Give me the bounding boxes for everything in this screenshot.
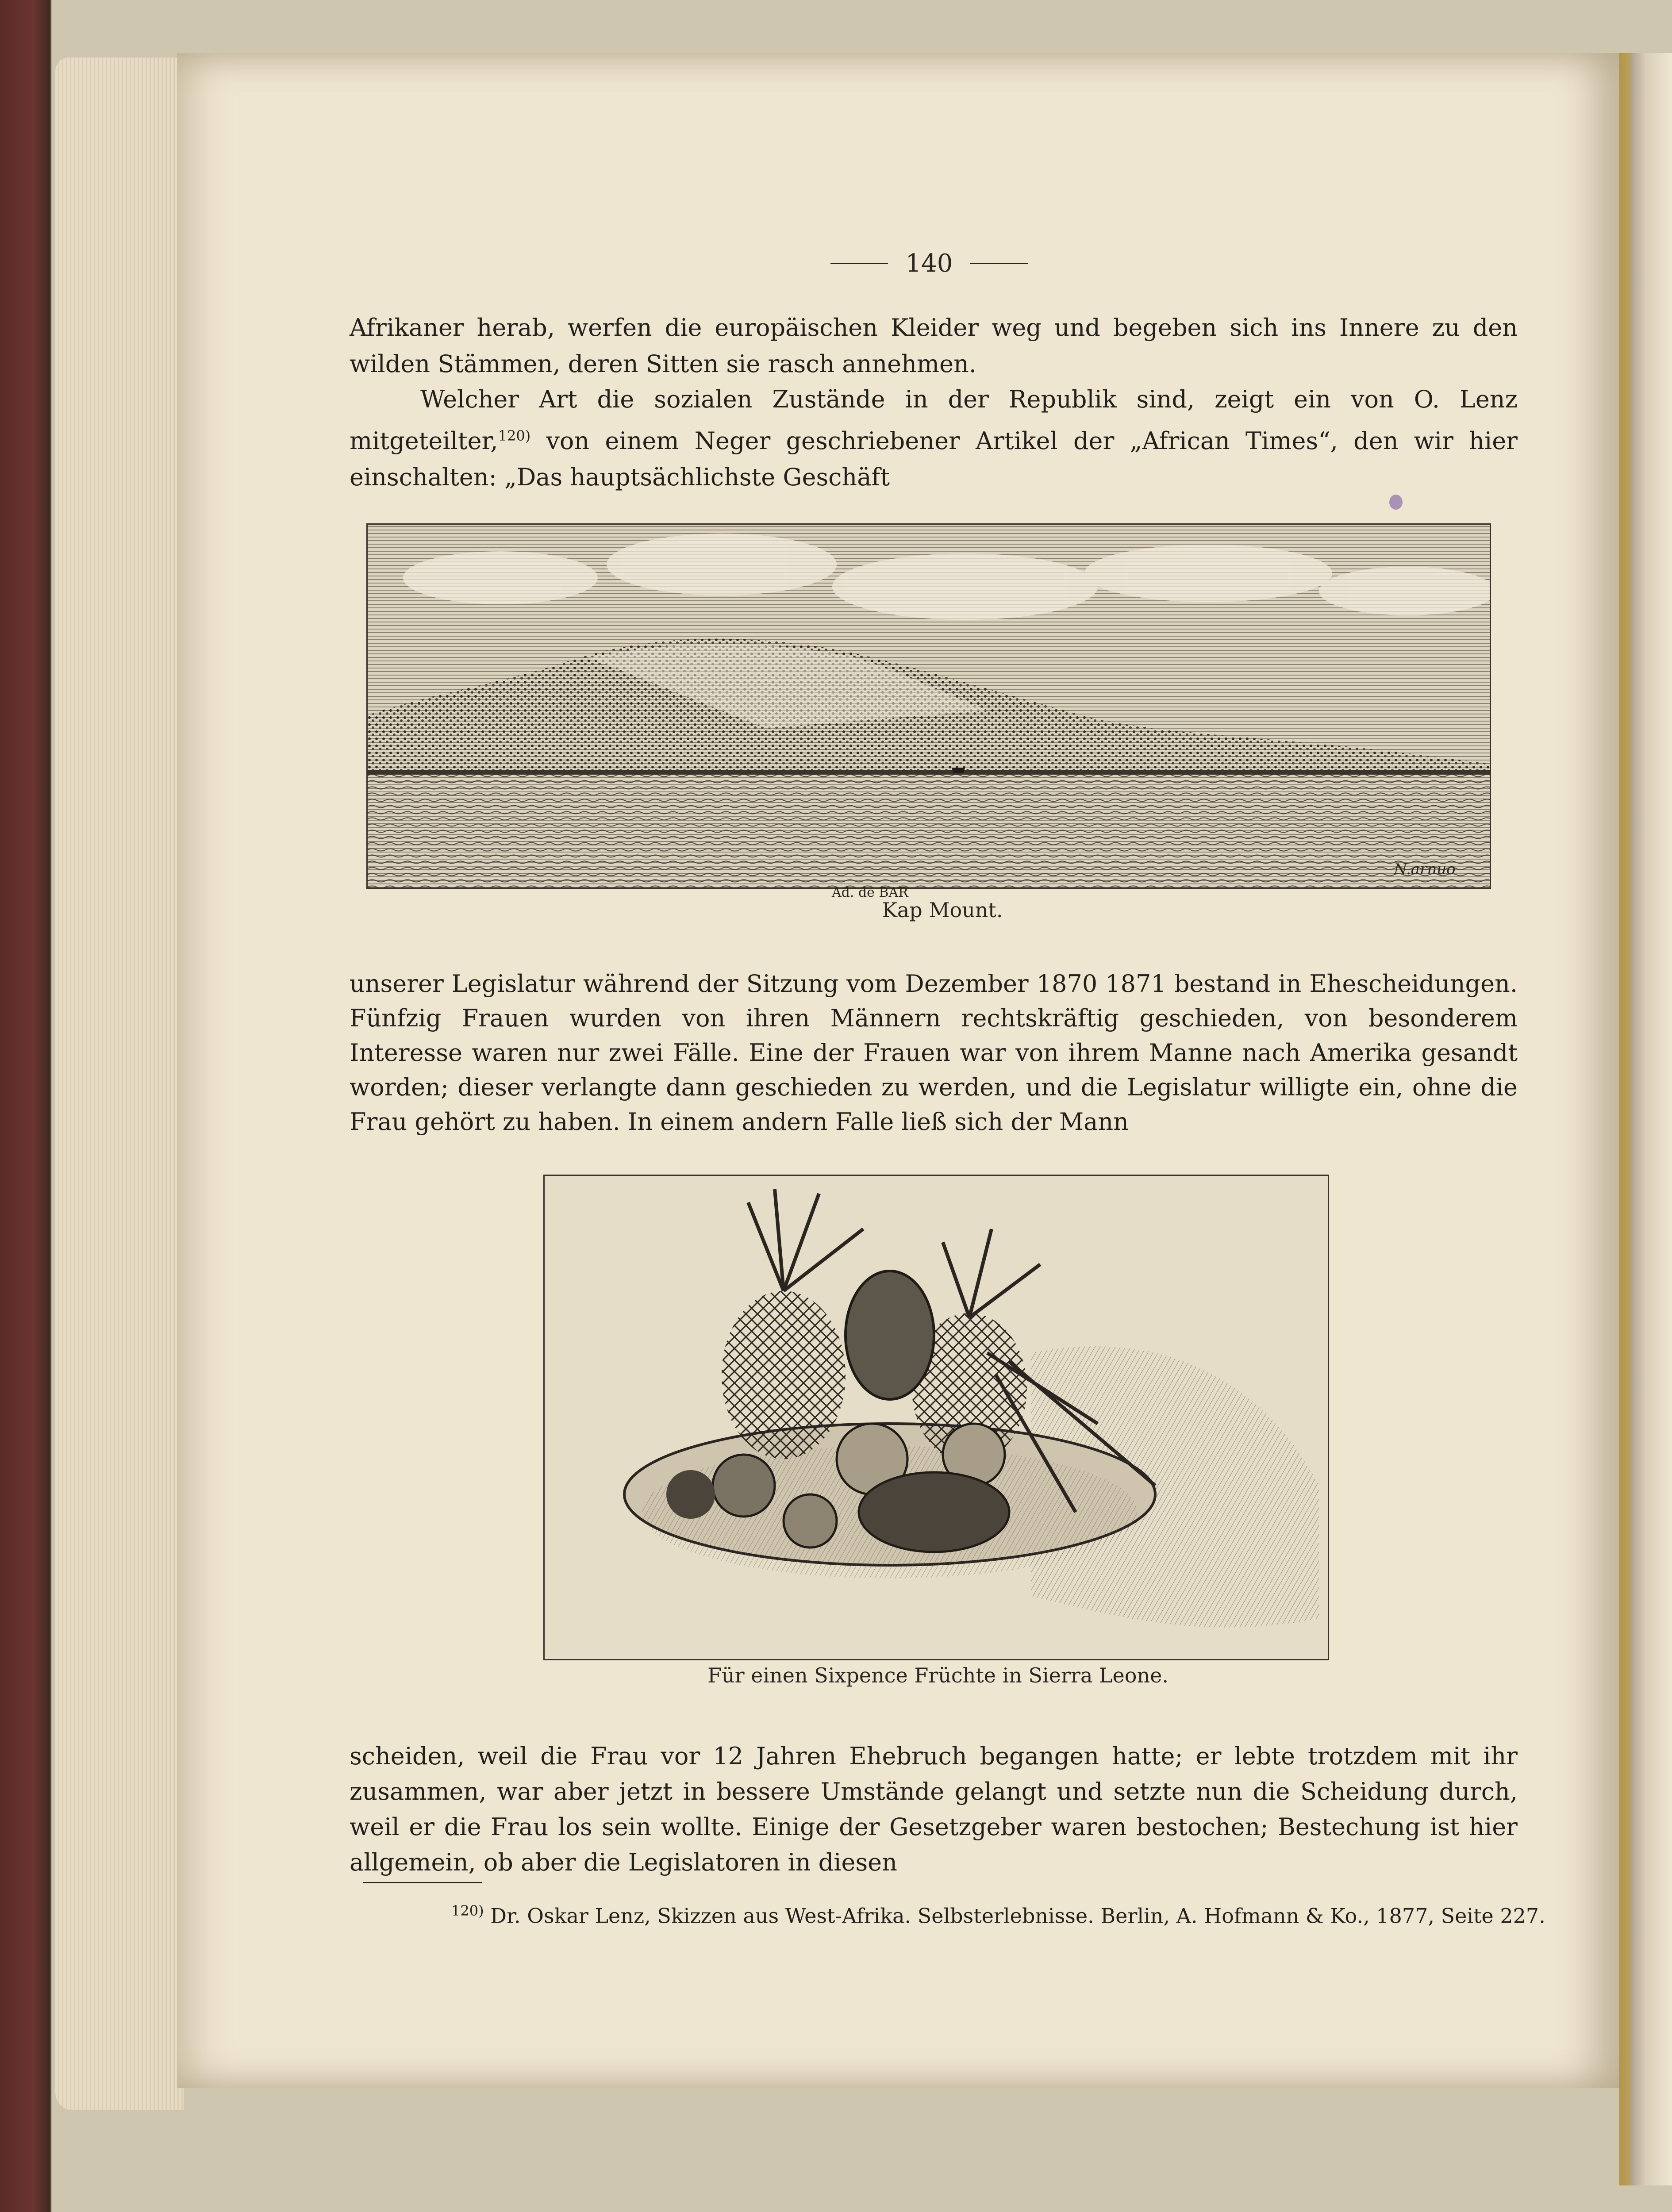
paragraph-2-text-b: von einem Neger geschriebener Artikel der „African Times“, den wir hier einschalten: „Das hauptsächlichste Geschäft (350, 427, 1518, 491)
paragraph-4: scheiden, weil die Frau vor 12 Jahren Ehebruch begangen hatte; er lebte trotzdem mit ihr zusammen, war aber jetzt in bessere Umstände gelangt und setzte nun die Scheidung durch, weil er die Frau los sein wollte. Einige der Gesetzgeber waren bestochen; Bestechung ist hier allgemein, ob aber die Legislatoren in diesen (350, 1742, 1518, 1876)
figure-kap-mount (366, 523, 1491, 889)
fig2-caption: Für einen Sixpence Früchte in Sierra Leone. (707, 1663, 1168, 1687)
ink-spot (1389, 495, 1403, 510)
page-number-text: 140 (905, 249, 953, 278)
paragraph-1: Afrikaner herab, werfen die europäischen Kleider weg und begeben sich ins Innere zu den wilden Stämmen, deren Sitten sie rasch annehmen. (350, 314, 1518, 378)
fruit-bowl-engraving (545, 1176, 1328, 1659)
fig1-signature-left: Ad. de BAR (832, 885, 908, 900)
footnote-text: Dr. Oskar Lenz, Skizzen aus West-Afrika. Selbsterlebnisse. Berlin, A. Hofmann & Ko., 1877, Seite 227. (484, 1904, 1545, 1928)
fig1-signature-right: N.arnuo (1394, 860, 1456, 878)
fig1-caption: Kap Mount. (882, 898, 1003, 922)
footnote-rule (363, 1882, 482, 1883)
page-stack (55, 58, 184, 2110)
footnote (451, 1902, 1545, 1928)
page-number (823, 248, 1035, 279)
figure-fruit-bowl (543, 1175, 1329, 1660)
footnote-ref: 120) (498, 427, 531, 444)
footnote-marker: 120) (451, 1902, 484, 1919)
paragraph-2 (350, 381, 1518, 495)
paragraph-2-text-a: Welcher Art die sozialen Zustände in der Republik sind, zeigt ein von O. Lenz mitgeteilter, (350, 385, 1518, 455)
paragraph-3: unserer Legislatur während der Sitzung vom Dezember 1870 1871 bestand in Ehescheidungen. Fünfzig Frauen wurden von ihren Männern rechtskräftig geschieden, von besonderem Interesse waren nur zwei Fälle. Eine der Frauen war von ihrem Manne nach Amerika gesandt worden; dieser verlangte dann geschieden zu werden, und die Legislatur willigte ein, ohne die Frau gehört zu haben. In einem andern Falle ließ sich der Mann (350, 970, 1518, 1136)
book-gutter (1619, 53, 1672, 2185)
kap-mount-engraving (368, 525, 1490, 887)
